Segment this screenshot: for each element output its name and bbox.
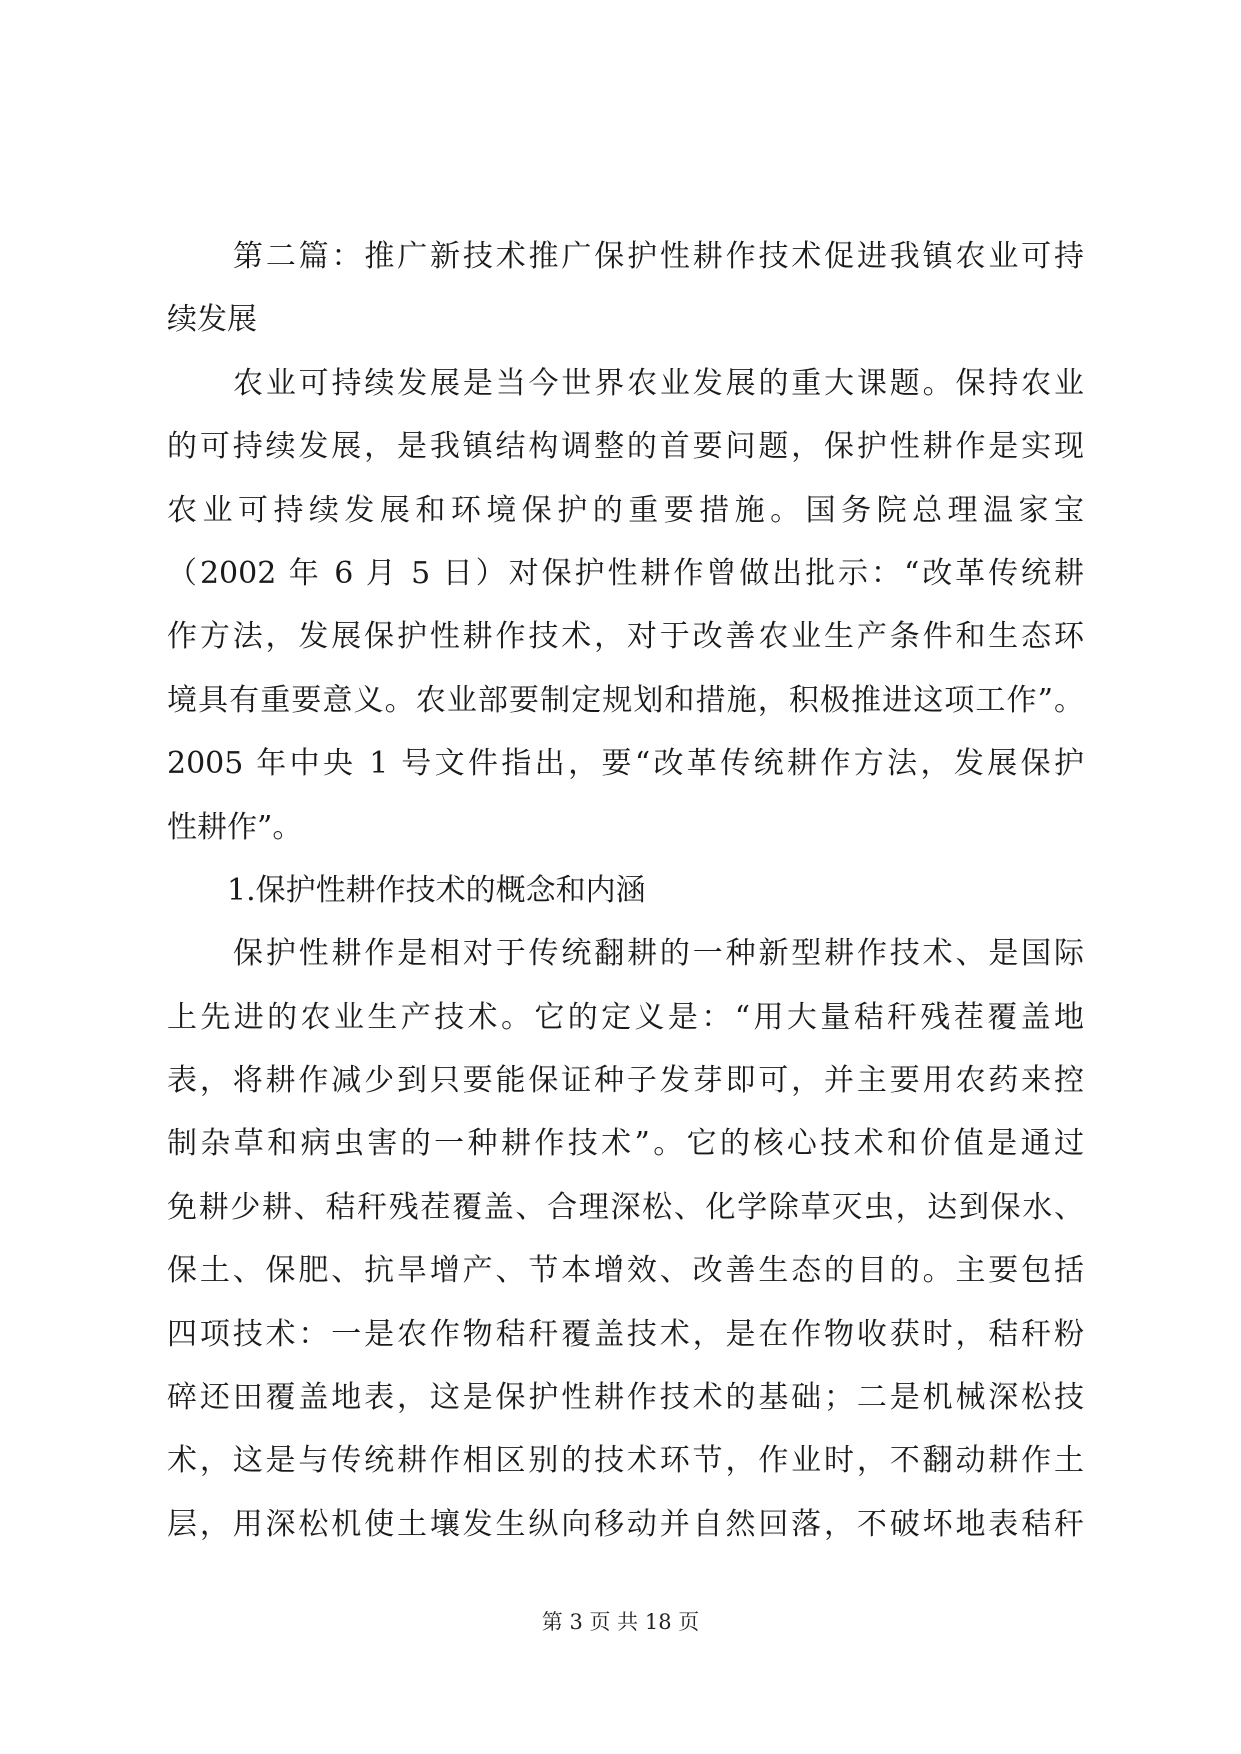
text-line: 的可持续发展，是我镇结构调整的首要问题，保护性耕作是实现	[167, 429, 1084, 465]
text-line: 免耕少耕、秸秆残茬覆盖、合理深松、化学除草灭虫，达到保水、	[167, 1189, 1084, 1225]
document-body	[167, 225, 1084, 1556]
text-line: 境具有重要意义。农业部要制定规划和措施，积极推进这项工作”。	[167, 682, 1084, 718]
section-heading: 1.保护性耕作技术的概念和内涵	[227, 872, 646, 908]
page-footer: 第 3 页 共 18 页	[541, 1610, 700, 1634]
text-line: 农业可持续发展和环境保护的重要措施。国务院总理温家宝	[167, 492, 1084, 528]
text-line: 上先进的农业生产技术。它的定义是：“用大量秸秆残茬覆盖地	[167, 999, 1084, 1035]
text-line: 四项技术：一是农作物秸秆覆盖技术，是在作物收获时，秸秆粉	[167, 1316, 1084, 1352]
text-line: 制杂草和病虫害的一种耕作技术”。它的核心技术和价值是通过	[167, 1126, 1084, 1162]
text-line: 2005 年中央 1 号文件指出，要“改革传统耕作方法，发展保护	[167, 746, 1084, 782]
text-line: 表，将耕作减少到只要能保证种子发芽即可，并主要用农药来控	[167, 1063, 1084, 1099]
text-line: 续发展	[167, 302, 257, 338]
text-line: 性耕作”。	[167, 809, 303, 845]
text-line: 农业可持续发展是当今世界农业发展的重大课题。保持农业	[233, 365, 1084, 401]
text-line: 碎还田覆盖地表，这是保护性耕作技术的基础；二是机械深松技	[167, 1380, 1084, 1416]
text-line: （2002 年 6 月 5 日）对保护性耕作曾做出批示：“改革传统耕	[167, 555, 1084, 591]
text-line: 层，用深松机使土壤发生纵向移动并自然回落，不破坏地表秸秆	[167, 1506, 1084, 1542]
text-line: 第二篇：推广新技术推广保护性耕作技术促进我镇农业可持	[233, 239, 1084, 274]
text-line: 术，这是与传统耕作相区别的技术环节，作业时，不翻动耕作土	[167, 1443, 1084, 1479]
text-line: 保护性耕作是相对于传统翻耕的一种新型耕作技术、是国际	[233, 936, 1084, 972]
text-line: 作方法，发展保护性耕作技术，对于改善农业生产条件和生态环	[167, 619, 1084, 655]
text-line: 保土、保肥、抗旱增产、节本增效、改善生态的目的。主要包括	[167, 1253, 1084, 1289]
